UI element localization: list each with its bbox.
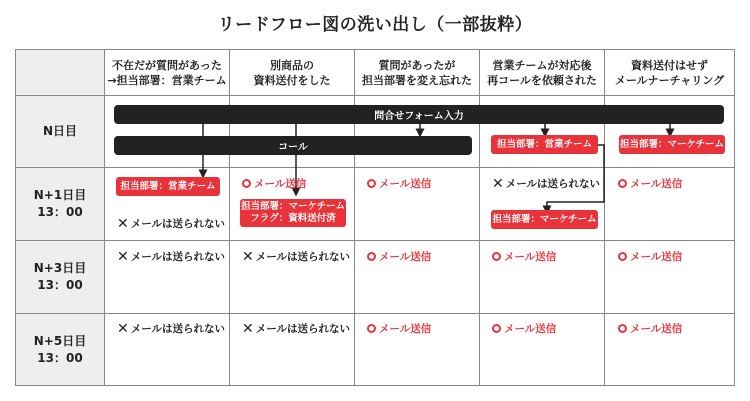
mail-sent-n5-col4 bbox=[492, 321, 556, 336]
mail-sent-n5-col3 bbox=[367, 321, 431, 336]
column-header-5-line1: 資料送付はせず bbox=[630, 58, 708, 72]
mail-not-sent-label: メールは送られない bbox=[505, 178, 601, 190]
column-header-2-line1: 別商品の bbox=[270, 58, 314, 72]
mail-sent-label: メール送信 bbox=[379, 251, 432, 263]
mail-sent-label: メール送信 bbox=[504, 323, 557, 335]
column-header-1-line1: 不在だが質問があった bbox=[112, 58, 222, 72]
column-header-3-line1: 質問があったが bbox=[378, 58, 456, 72]
column-header-1-line2: →担当部署：営業チーム bbox=[107, 73, 227, 87]
mail-sent-label: メール送信 bbox=[379, 323, 432, 335]
mail-not-sent-n3-col1 bbox=[117, 249, 225, 264]
mail-sent-n1-col5 bbox=[618, 176, 682, 191]
tag-marketing-team-col2 bbox=[240, 199, 346, 227]
mail-not-sent-n1-col4 bbox=[492, 176, 600, 191]
row-header-n3-line2: 13：00 bbox=[37, 278, 83, 292]
column-header-3-line2: 担当部署を変え忘れた bbox=[362, 73, 472, 87]
mail-not-sent-label: メールは送られない bbox=[130, 218, 226, 230]
mail-sent-n3-col3 bbox=[367, 249, 431, 264]
mail-sent-n1-col3 bbox=[367, 176, 431, 191]
tag-marketing-team-col2-line2: フラグ：資料送付済 bbox=[250, 213, 336, 224]
column-header-4-line1: 営業チームが対応後 bbox=[492, 58, 592, 72]
mail-sent-n5-col5 bbox=[618, 321, 682, 336]
circle-icon bbox=[242, 179, 251, 188]
call-bar: コール bbox=[114, 136, 472, 155]
mail-sent-label: メール送信 bbox=[504, 251, 557, 263]
tag-sales-team-col4: 担当部署：営業チーム bbox=[491, 135, 598, 154]
row-header-n1-line2: 13：00 bbox=[37, 205, 83, 219]
tag-marketing-team-col5: 担当部署：マーケチーム bbox=[619, 135, 725, 154]
mail-not-sent-n3-col2 bbox=[242, 249, 350, 264]
mail-sent-n3-col4 bbox=[492, 249, 556, 264]
mail-not-sent-n1-col1 bbox=[117, 216, 225, 231]
circle-icon bbox=[492, 324, 501, 333]
column-header-5-line2: メールナーチャリング bbox=[614, 73, 725, 87]
row-header-n-line1: N日目 bbox=[42, 124, 78, 138]
circle-icon bbox=[618, 252, 627, 261]
mail-not-sent-label: メールは送られない bbox=[255, 251, 351, 263]
inquiry-form-bar: 問合せフォーム入力 bbox=[114, 105, 724, 124]
page-title: リードフロー図の洗い出し（一部抜粋） bbox=[217, 15, 533, 35]
circle-icon bbox=[367, 252, 376, 261]
circle-icon bbox=[367, 324, 376, 333]
circle-icon bbox=[492, 252, 501, 261]
mail-sent-label: メール送信 bbox=[630, 251, 683, 263]
circle-icon bbox=[618, 179, 627, 188]
mail-sent-n1-col2 bbox=[242, 176, 306, 191]
column-header-2-line2: 資料送付をした bbox=[253, 73, 331, 87]
mail-not-sent-label: メールは送られない bbox=[130, 251, 226, 263]
column-header-4-line2: 再コールを依頼された bbox=[487, 73, 597, 87]
cross-icon: ✕ bbox=[242, 320, 254, 337]
row-header-n5-line2: 13：00 bbox=[37, 350, 83, 365]
tag-marketing-team-col4: 担当部署：マーケチーム bbox=[491, 210, 598, 229]
mail-sent-n3-col5 bbox=[618, 249, 682, 264]
mail-not-sent-label: メールは送られない bbox=[255, 323, 351, 335]
cross-icon: ✕ bbox=[492, 175, 504, 192]
tag-marketing-team-col2-line1: 担当部署：マーケチーム bbox=[240, 201, 346, 212]
tag-sales-team-col1: 担当部署：営業チーム bbox=[116, 177, 220, 196]
cross-icon: ✕ bbox=[117, 320, 129, 337]
row-header-n5-line1: N+5日目 bbox=[33, 333, 87, 348]
mail-sent-label: メール送信 bbox=[379, 178, 432, 190]
mail-sent-label: メール送信 bbox=[254, 178, 307, 190]
circle-icon bbox=[618, 324, 627, 333]
cross-icon: ✕ bbox=[117, 215, 129, 232]
row-header-n1-line1: N+1日目 bbox=[33, 188, 87, 202]
mail-sent-label: メール送信 bbox=[630, 178, 683, 190]
mail-not-sent-label: メールは送られない bbox=[130, 323, 226, 335]
row-header-n3-line1: N+3日目 bbox=[33, 261, 87, 275]
circle-icon bbox=[367, 179, 376, 188]
mail-sent-label: メール送信 bbox=[630, 323, 683, 335]
cross-icon: ✕ bbox=[117, 248, 129, 265]
mail-not-sent-n5-col1 bbox=[117, 321, 225, 336]
mail-not-sent-n5-col2 bbox=[242, 321, 350, 336]
cross-icon: ✕ bbox=[242, 248, 254, 265]
